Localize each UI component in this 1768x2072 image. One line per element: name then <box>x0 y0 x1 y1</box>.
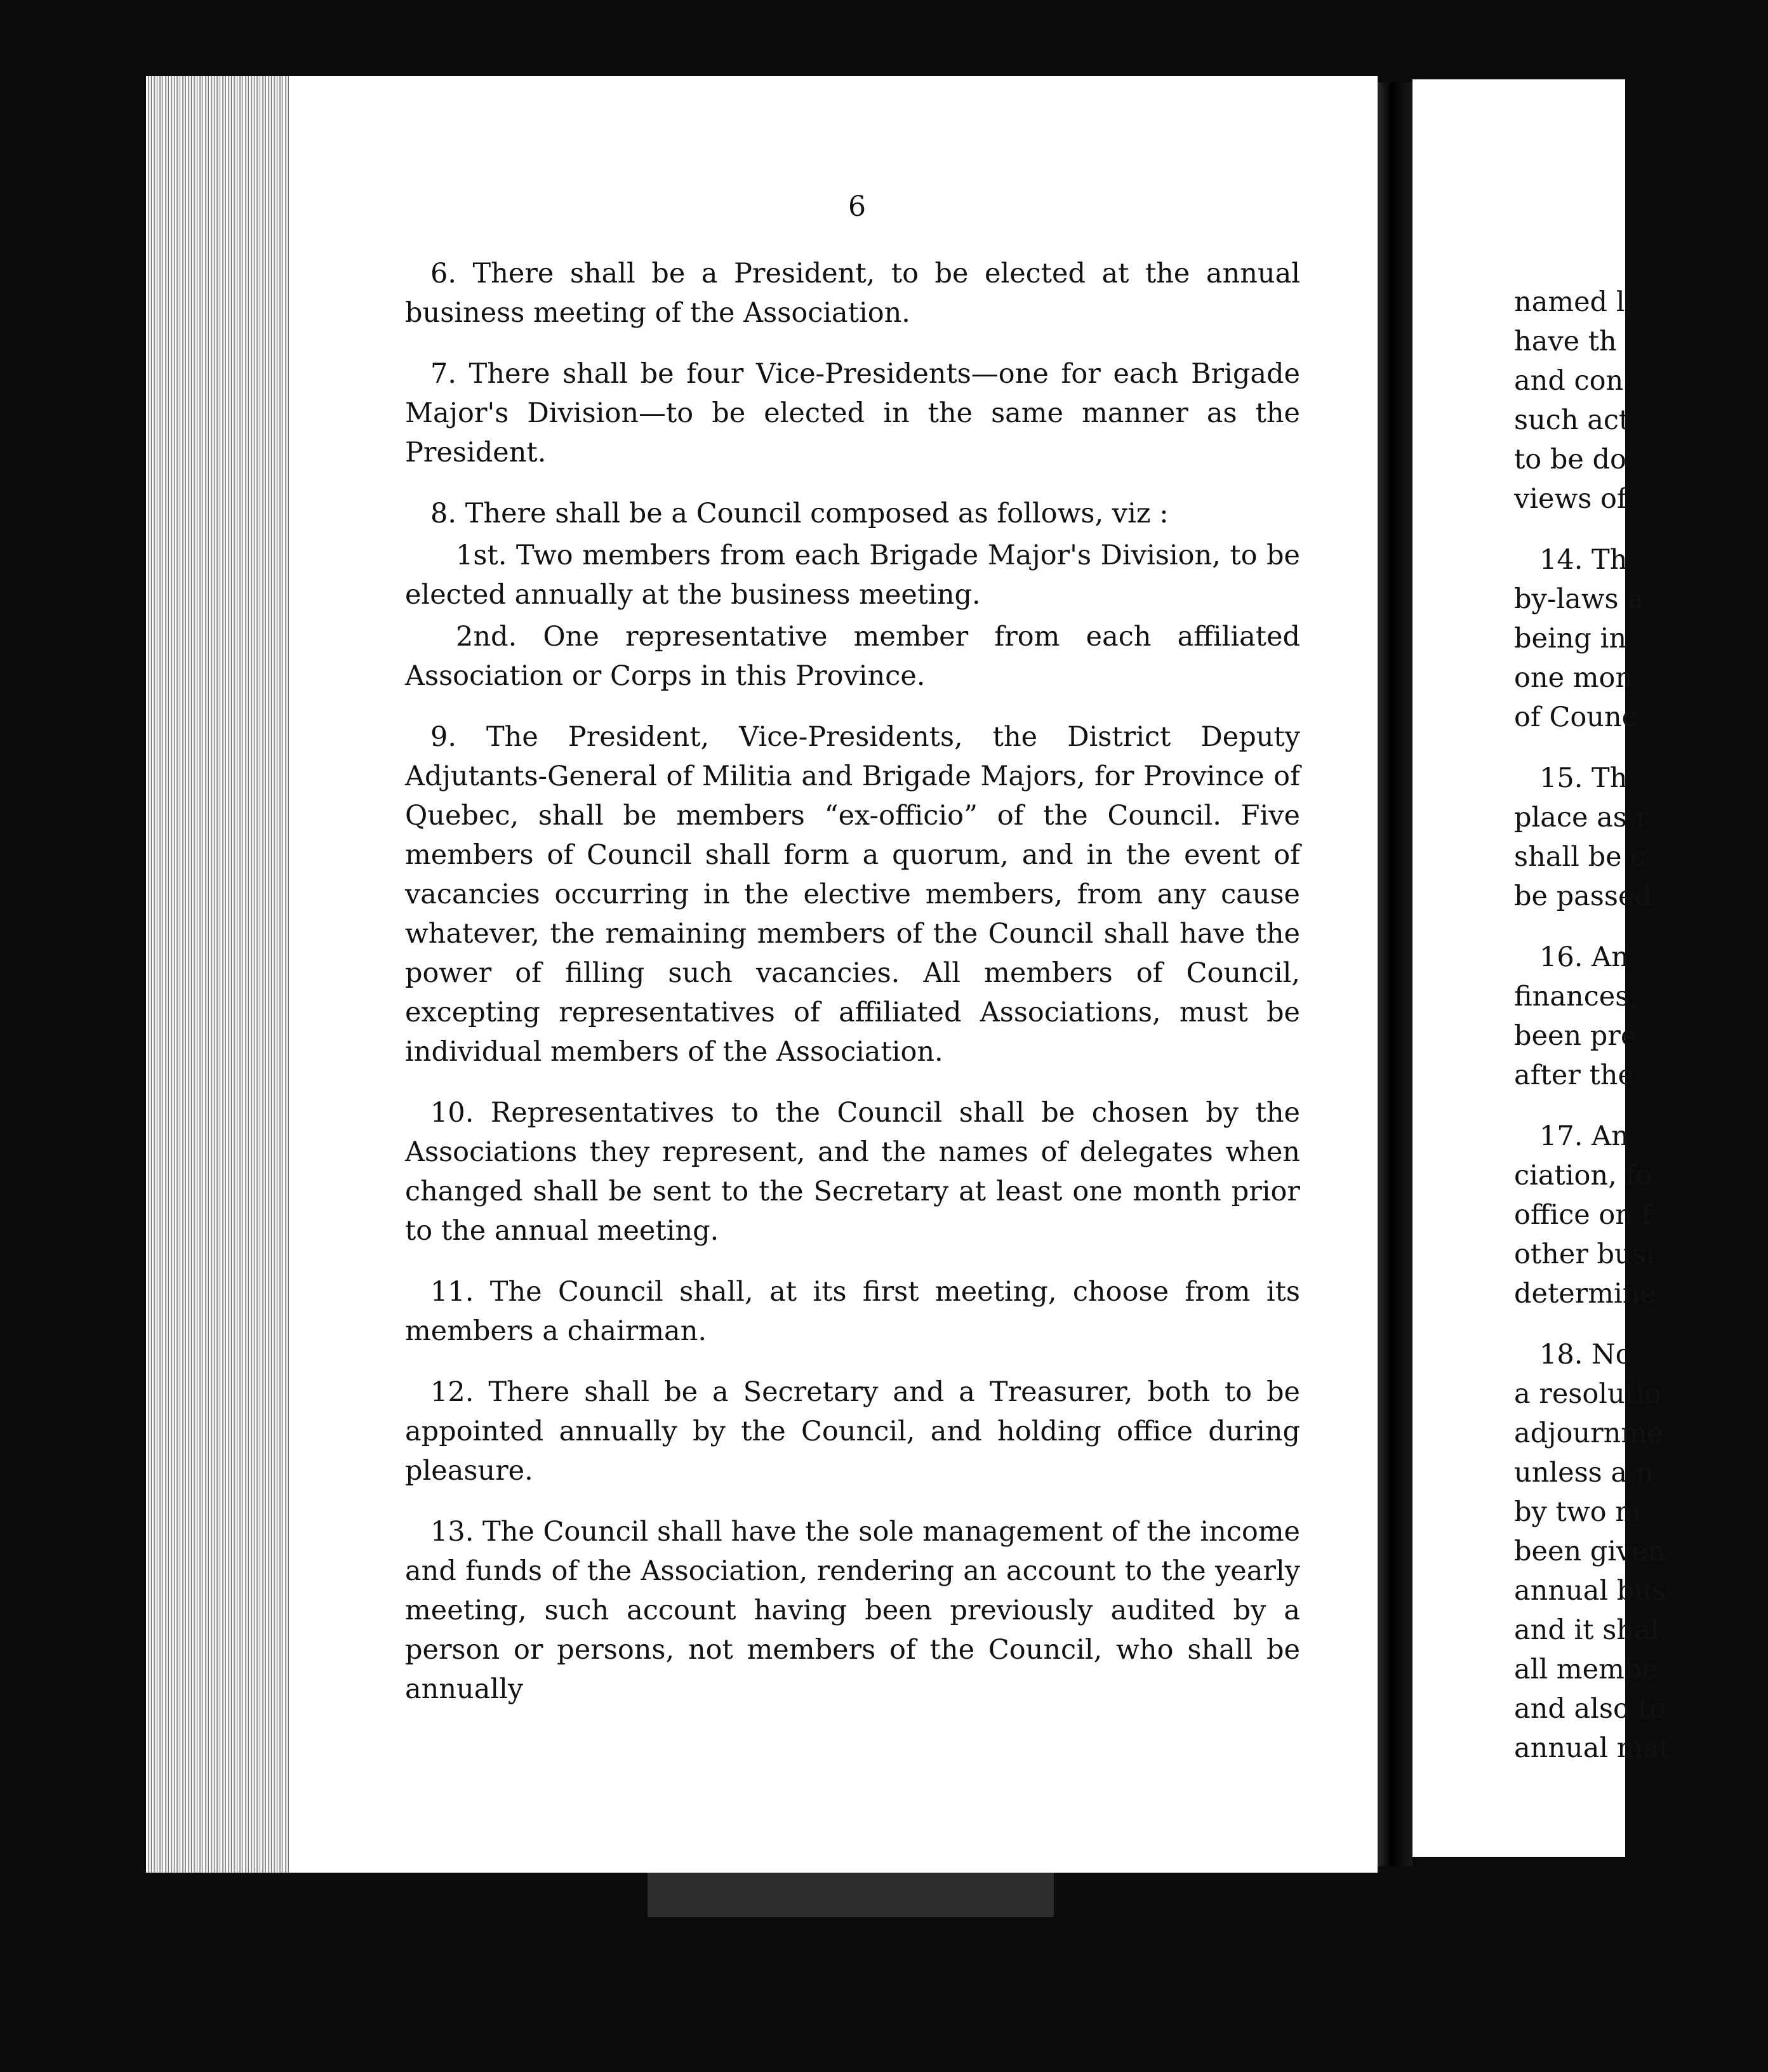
right-page-line: 14. Th <box>1539 544 1628 576</box>
right-page-line: to be do <box>1514 444 1626 475</box>
article-11: 11. The Council shall, at its first meeting, choose from its members a chairman. <box>405 1276 1300 1347</box>
right-page-line: ciation, fo <box>1514 1160 1652 1192</box>
right-page-line: being in <box>1514 623 1627 654</box>
article-12: 12. There shall be a Secretary and a Treasurer, both to be appointed annually by the Council, and holding office during pleasure. <box>405 1376 1300 1487</box>
scan-bottom-strip <box>648 1873 1054 1917</box>
right-page-line: all membe <box>1514 1654 1658 1685</box>
right-page-line: and it shal <box>1514 1614 1659 1646</box>
right-page-line: unless a n <box>1514 1457 1654 1489</box>
right-page-line: 15. Th <box>1539 762 1628 794</box>
right-page-line: 18. No <box>1539 1339 1632 1371</box>
right-page-line: views of <box>1514 483 1627 515</box>
right-page-line: other busi <box>1514 1239 1655 1270</box>
article-6: 6. There shall be a President, to be elected at the annual business meeting of the Association. <box>405 258 1300 329</box>
right-page-line: annual mat <box>1514 1732 1670 1764</box>
right-page-gap <box>1514 916 1768 938</box>
right-page-line: such act <box>1514 404 1630 436</box>
book-page-edges <box>146 76 292 1873</box>
article-8: 8. There shall be a Council composed as follows, viz : <box>430 498 1169 529</box>
right-page-line: have th <box>1514 326 1617 357</box>
right-page-line: a resolutio <box>1514 1378 1661 1410</box>
page-number: 6 <box>848 190 866 223</box>
right-page-line: adjournme <box>1514 1418 1663 1449</box>
right-page-line: by two m <box>1514 1496 1641 1528</box>
right-page-line: after the <box>1514 1059 1634 1091</box>
right-page-line: by-laws a <box>1514 583 1644 615</box>
article-8-item-1: 1st. Two members from each Brigade Major's Division, to be elected annually at the business meeting. <box>405 540 1300 611</box>
article-9: 9. The President, Vice-Presidents, the District Deputy Adjutants-General of Militia and Brigade Majors, for Province of Quebec, shall be members “ex-officio” of the Council. Five members of Council shall form a quorum, and in the event of vacancies occurring in the elective members, from any cause whatever, the remaining members of the Council shall have the power of filling such vacancies. All members of Council, excepting representatives of affiliated Associations, must be individual members of the Association. <box>405 721 1300 1068</box>
right-page-line: shall be c <box>1514 841 1646 873</box>
right-page-line: office on f <box>1514 1199 1652 1231</box>
right-page-gap <box>1514 737 1768 759</box>
left-page-text <box>405 254 1300 1730</box>
right-page-line: 17. An <box>1539 1120 1629 1152</box>
right-page-line: named l <box>1514 286 1625 318</box>
right-page-gap <box>1514 519 1768 540</box>
right-page-line: finances, <box>1514 981 1638 1013</box>
right-page-line: determine <box>1514 1278 1656 1310</box>
right-page-gap <box>1514 1095 1768 1117</box>
right-page-line: annual bus <box>1514 1575 1666 1607</box>
article-13: 13. The Council shall have the sole management of the income and funds of the Association, rendering an account to the yearly meeting, such account having been previously audited by a person or persons, not members of the Council, who shall be annually <box>405 1516 1300 1705</box>
right-page-line: 16. An <box>1539 941 1629 973</box>
article-8-item-2: 2nd. One representative member from each affiliated Association or Corps in this Province. <box>405 621 1300 692</box>
right-page-line: been pre <box>1514 1020 1637 1052</box>
article-10: 10. Representatives to the Council shall be chosen by the Associations they represent, and the names of delegates when changed shall be sent to the Secretary at least one month prior to the annual meeting. <box>405 1097 1300 1247</box>
right-page-line: be passed <box>1514 880 1652 912</box>
right-page-line: and con <box>1514 365 1624 397</box>
right-page-gap <box>1514 1313 1768 1335</box>
right-page-line: and also to <box>1514 1693 1666 1725</box>
right-page-line: of Counc <box>1514 701 1637 733</box>
right-page-line: been given <box>1514 1536 1666 1567</box>
article-7: 7. There shall be four Vice-Presidents—one for each Brigade Major's Division—to be elected in the same manner as the President. <box>405 358 1300 468</box>
right-page-line: place as r <box>1514 802 1649 833</box>
right-page-line: one mon <box>1514 662 1633 694</box>
book-gutter <box>1378 83 1412 1866</box>
right-page-text <box>1514 282 1768 1768</box>
